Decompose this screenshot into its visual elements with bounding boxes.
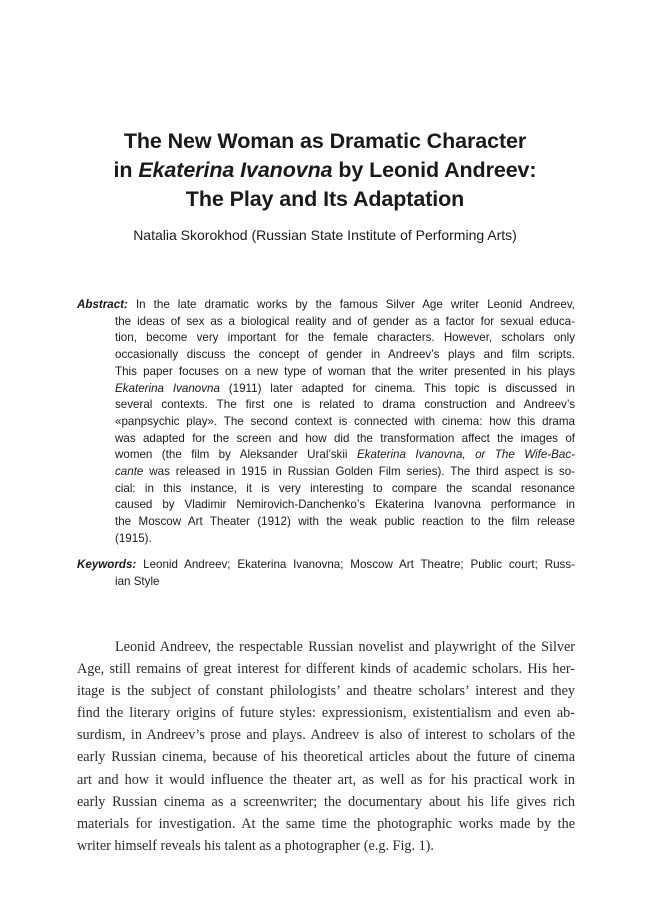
abstract-line: occasionally discuss the concept of gender in Andreev’s plays and film scripts. <box>115 348 575 362</box>
title-line-2 <box>60 156 590 185</box>
keywords-line: Keywords: Leonid Andreev; Ekaterina Ivanovna; Moscow Art Theatre; Public court; Russ- <box>77 558 575 571</box>
abstract-line: Ekaterina Ivanovna (1911) later adapted for cinema. This topic is discussed in <box>115 381 575 395</box>
body-line: surdism, in Andreev’s prose and plays. Andreev is also of interest to scholars of the <box>77 727 575 744</box>
abstract-line: cante was released in 1915 in Russian Golden Film series). The third aspect is so- <box>115 465 575 479</box>
abstract-line: tion, become very important for the female characters. However, scholars only <box>115 331 575 345</box>
keywords-line: ian Style <box>115 574 160 588</box>
body-line: early Russian cinema as a screenwriter; the documentary about his life gives rich <box>77 793 575 810</box>
body-line: Age, still remains of great interest for different kinds of academic scholars. His her- <box>77 661 575 678</box>
abstract-label: Abstract: <box>77 298 128 311</box>
abstract-line: several contexts. The first one is related to drama construction and Andreev’s <box>115 398 575 412</box>
title-line-1: The New Woman as Dramatic Character <box>123 129 527 153</box>
abstract-line: «panpsychic play». The second context is connected with cinema: how this drama <box>115 414 575 428</box>
abstract-line: (1915). <box>115 531 152 545</box>
abstract-line: women (the film by Aleksander Ural’skii Ekaterina Ivanovna, or The Wife-Bac- <box>115 448 576 462</box>
abstract <box>77 297 575 548</box>
title-line-2-pre: in <box>113 158 139 182</box>
abstract-line: This paper focuses on a new type of woman that the writer presented in his plays <box>115 364 575 378</box>
author-affiliation: Natalia Skorokhod (Russian State Institute of Performing Arts) <box>133 227 517 243</box>
body-line: early Russian cinema, because of his theoretical articles about the future of cinema <box>77 749 575 766</box>
abstract-line: the Moscow Art Theater (1912) with the weak public reaction to the film release <box>115 515 575 529</box>
body-line: materials for investigation. At the same time the photographic works made by the <box>77 815 575 832</box>
abstract-line: the ideas of sex as a biological reality and of gender as a factor for sexual educa- <box>115 314 575 328</box>
title-play-name: Ekaterina Ivanovna <box>138 158 333 182</box>
keywords-label: Keywords: <box>77 558 137 571</box>
body-line: art and how it would influence the theater art, as well as for his practical work in <box>77 771 575 788</box>
body-line: find the literary origins of future styles: expressionism, existentialism and even ab- <box>77 705 575 722</box>
title-line-3: The Play and Its Adaptation <box>185 187 465 211</box>
body-line: Leonid Andreev, the respectable Russian novelist and playwright of the Silver <box>115 639 575 655</box>
body-paragraph <box>77 636 575 857</box>
abstract-line: cial: in this instance, it is very interesting to compare the scandal resonance <box>115 481 575 495</box>
body-line: writer himself reveals his talent as a photographer (e.g. Fig. 1). <box>77 837 434 854</box>
abstract-line: Abstract: In the late dramatic works by the famous Silver Age writer Leonid Andreev, <box>77 298 575 311</box>
abstract-line: was adapted for the screen and how did the transformation affect the images of <box>115 431 575 445</box>
title-line-2-post: by Leonid Andreev: <box>332 158 537 182</box>
abstract-line: caused by Vladimir Nemirovich-Danchenko’s Ekaterina Ivanovna performance in <box>115 498 575 512</box>
keywords <box>77 557 575 590</box>
body-line: itage is the subject of constant philologists’ and theatre scholars’ interest and they <box>77 683 575 700</box>
paper-title <box>60 127 590 214</box>
